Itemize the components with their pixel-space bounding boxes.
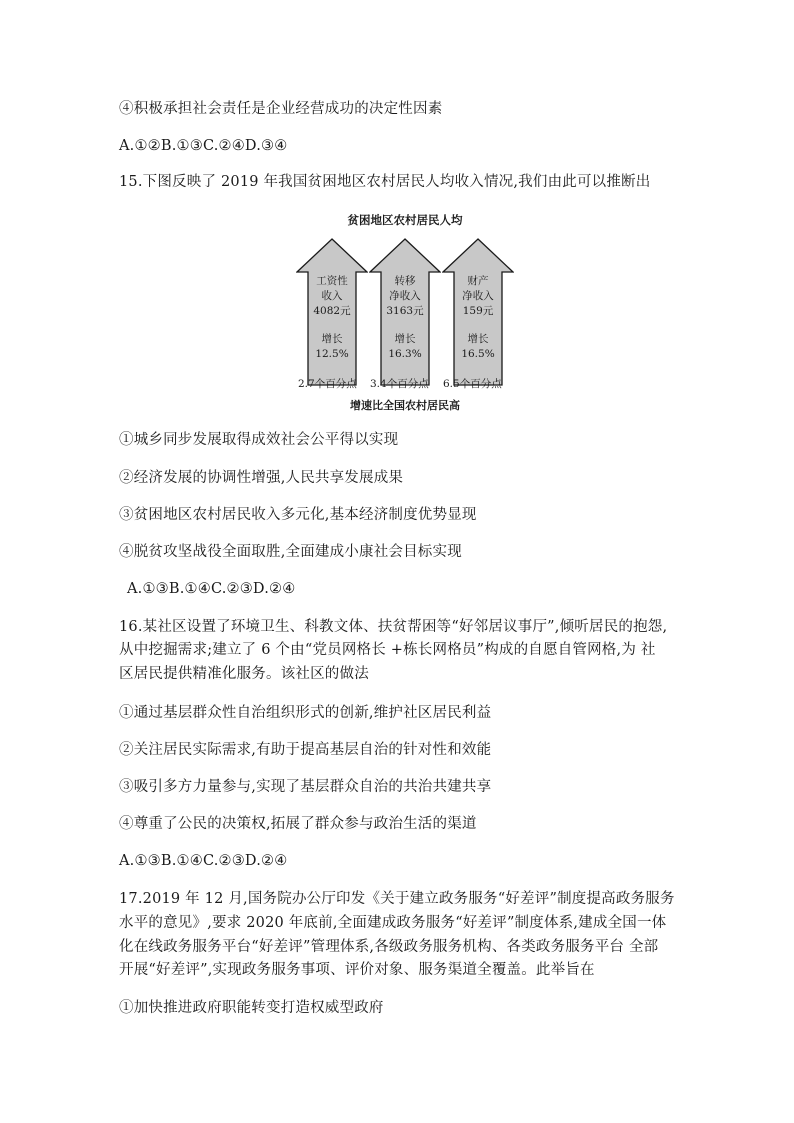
q16-stem-line-1: 16.某社区设置了环境卫生、科教文体、扶贫帮困等“好邻居议事厅”,倾听居民的抱怨,: [119, 619, 668, 635]
q16-stem-line-2: 从中挖掘需求;建立了 6 个由“党员网格长 +栋长网格员”构成的自愿自管网格,为 社: [119, 642, 656, 658]
q17-stem-line-4: 开展“好差评”,实现政务服务事项、评价对象、服务渠道全覆盖。此举旨在: [119, 962, 595, 978]
arrow-growth-value: 16.3%: [388, 348, 422, 360]
q17-option-1: ①加快推进政府职能转变打造权威型政府: [119, 1000, 384, 1016]
figure-footer: 增速比全国农村居民高: [350, 399, 460, 412]
arrow-label-line2: 净收入: [389, 290, 421, 302]
arrow-label-line2: 收入: [321, 290, 343, 302]
arrow-label-line1: 工资性: [316, 275, 348, 287]
percentage-point-wage: 2.7个百分点: [298, 378, 357, 390]
q17-stem-line-2: 水平的意见》,要求 2020 年底前,全面建成政务服务“好差评”制度体系,建成全国一体: [119, 915, 667, 931]
q15-option-2: ②经济发展的协调性增强,人民共享发展成果: [119, 470, 404, 486]
arrow-label-line2: 净收入: [462, 290, 494, 302]
arrow-transfer-income: [369, 238, 441, 386]
percentage-point-property: 6.5个百分点: [443, 378, 502, 390]
q17-stem-line-3: 化在线政务服务平台“好差评”管理体系,各级政务服务机构、各类政务服务平台 全部: [119, 939, 659, 955]
arrow-amount: 159元: [462, 305, 494, 317]
q17-stem-line-1: 17.2019 年 12 月,国务院办公厅印发《关于建立政务服务“好差评”制度提高政务服务: [119, 891, 675, 907]
arrow-growth-value: 12.5%: [315, 348, 349, 360]
arrow-growth-label: 增长: [321, 333, 343, 345]
percentage-point-transfer: 3.4个百分点: [370, 378, 429, 390]
q14-answer-choices: A.①②B.①③C.②④D.③④: [119, 138, 288, 154]
arrow-amount: 4082元: [313, 305, 351, 317]
arrow-label-line1: 财产: [467, 275, 489, 287]
q15-option-1: ①城乡同步发展取得成效社会公平得以实现: [119, 432, 399, 448]
arrow-property-income: [442, 238, 514, 386]
q15-stem: 15.下图反映了 2019 年我国贫困地区农村居民人均收入情况,我们由此可以推断出: [119, 174, 651, 190]
arrow-amount: 3163元: [386, 305, 424, 317]
q14-option-4: ④积极承担社会责任是企业经营成功的决定性因素: [119, 101, 443, 117]
arrow-wage-income: [296, 238, 368, 386]
q15-option-4: ④脱贫攻坚战役全面取胜,全面建成小康社会目标实现: [119, 544, 462, 560]
arrow-label-line1: 转移: [394, 275, 416, 287]
figure-title: 贫困地区农村居民人均: [347, 213, 463, 227]
q16-option-1: ①通过基层群众性自治组织形式的创新,维护社区居民利益: [119, 705, 492, 721]
q16-answer-choices: A.①③B.①④C.②③D.②④: [119, 853, 288, 869]
arrow-growth-label: 增长: [394, 333, 416, 345]
arrow-growth-label: 增长: [467, 333, 489, 345]
q16-option-4: ④尊重了公民的决策权,拓展了群众参与政治生活的渠道: [119, 816, 477, 832]
q15-option-3: ③贫困地区农村居民收入多元化,基本经济制度优势显现: [119, 507, 477, 523]
q15-answer-choices: A.①③B.①④C.②③D.②④: [127, 581, 296, 597]
q16-stem-line-3: 区居民提供精准化服务。该社区的做法: [119, 666, 369, 682]
q16-option-2: ②关注居民实际需求,有助于提高基层自治的针对性和效能: [119, 742, 492, 758]
arrow-growth-value: 16.5%: [461, 348, 495, 360]
q16-option-3: ③吸引多方力量参与,实现了基层群众自治的共治共建共享: [119, 779, 492, 795]
